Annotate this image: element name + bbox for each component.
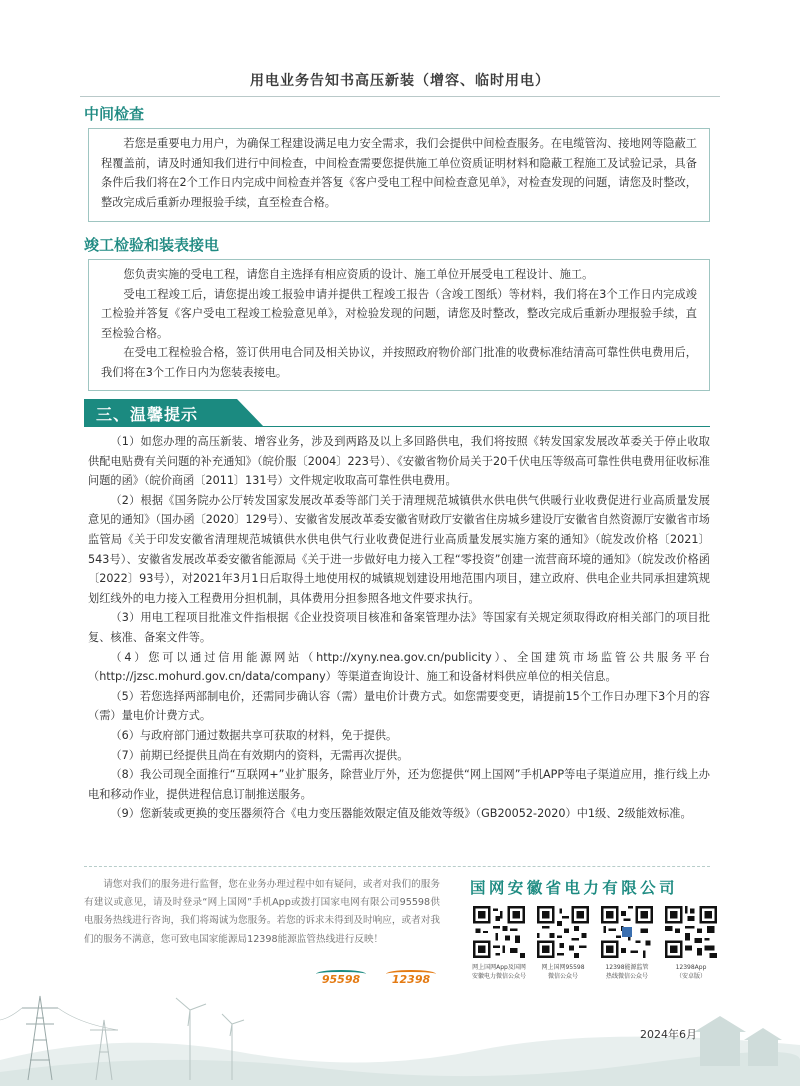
tip-item: （2）根据《国务院办公厅转发国家发展改革委等部门关于清理规范城镇供水供电供气供暖行业收费促进行业高质量发展意见的通知》（国办函〔2020〕129号）、安徽省发展改革委安徽省财政厅安徽省住房城乡建设厅安徽省自然资源厅安徽省市场监管局《关于印发安徽省清理规范城镇供水供电供气行业收费促进行业高质量发展实施方案的通知》（皖发改价格〔2021〕543号）、安徽省发展改革委安徽省能源局《关于进一步做好电力接入工程“零投资”创建一流营商环境的通知》（皖发改价格函〔2022〕93号），对2021年3月1日后取得土地使用权的城镇规划建设用地范围内项目，建立政府、供电企业共同承担建筑规划红线外的电力接入工程费用分担机制，具体费用分担参照各地文件要求执行。	[88, 493, 710, 605]
tip-item: （3）用电工程项目批准文件指根据《企业投资项目核准和备案管理办法》等国家有关规定须取得政府相关部门的项目批复、核准、备案文件等。	[88, 611, 710, 644]
supervision-text: 请您对我们的服务进行监督，您在业务办理过程中如有疑问，或者对我们的服务有建议或意见，请及时登录“网上国网”手机App或拨打国家电网有限公司95598供电服务热线进行咨询，我们将竭诚为您服务。若您的诉求未得到及时响应，或者对我们的服务不满意，您可致电国家能源局12398能源监管热线进行反映！	[84, 879, 440, 945]
qr-caption-line: 微信公众号	[547, 973, 578, 980]
qr-caption-3	[592, 963, 662, 981]
midcheck-box	[88, 128, 710, 222]
tip-item: （4）您可以通过信用能源网站（http://xyny.nea.gov.cn/publicity）、全国建筑市场监管公共服务平台（http://jzsc.mohurd.gov.cn/data/company）等渠道查询设计、施工和设备材料供应单位的相关信息。	[88, 650, 710, 684]
tips-banner	[84, 399, 264, 427]
qr-caption-1	[464, 963, 534, 981]
tip-item: （5）若您选择两部制电价，还需同步确认容（需）量电价计费方式。如您需要变更，请提前15个工作日办理下3个月的容（需）量电价计费方式。	[88, 689, 710, 723]
page-title: 用电业务告知书高压新装（增容、临时用电）	[250, 73, 550, 89]
completion-paragraph-1: 您负责实施的受电工程，请您自主选择有相应资质的设计、施工单位开展受电工程设计、施工。	[123, 268, 594, 281]
qr-code-icon	[537, 906, 589, 958]
hotline-12398-text: 12398	[391, 973, 431, 986]
issue-date: 2024年6月	[640, 1028, 697, 1041]
qr-caption-line: 12398App	[675, 964, 707, 971]
section-heading-midcheck: 中间检查	[84, 105, 145, 123]
qr-caption-4	[656, 963, 726, 981]
qr-code-icon	[473, 906, 525, 958]
qr-caption-line: 网上国网95598	[541, 964, 585, 971]
completion-paragraph-3: 在受电工程检验合格，签订供用电合同及相关协议，并按照政府物价部门批准的收费标准结清高可靠性供电费用后，我们将在3个工作日内为您装表接电。	[101, 346, 697, 379]
qr-code-icon	[601, 906, 653, 958]
completion-paragraph-2: 受电工程竣工后，请您提出竣工报验申请并提供工程竣工报告（含竣工图纸）等材料，我们将在3个工作日内完成竣工检验并答复《客户受电工程竣工检验意见单》，对检验发现的问题，请您及时整改，整改完成后重新办理报验手续，直至检验合格。	[101, 287, 697, 340]
tips-heading: 三、温馨提示	[96, 405, 199, 424]
qr-caption-line: （安卓版）	[675, 973, 706, 980]
qr-caption-line: 12398能源监管	[605, 964, 649, 971]
swoosh-icon	[316, 970, 366, 978]
tips-list	[88, 432, 710, 824]
building-icon	[694, 1016, 782, 1066]
supervision-note	[84, 876, 440, 949]
tip-item: （9）您新装或更换的变压器须符合《电力变压器能效限定值及能效等级》（GB20052-2020）中1级、2级能效标准。	[110, 807, 692, 821]
midcheck-paragraph: 若您是重要电力用户，为确保工程建设满足电力安全需求，我们会提供中间检查服务。在电缆管沟、接地网等隐蔽工程覆盖前，请及时通知我们进行中间检查，中间检查需要您提供施工单位资质证明材料和隐蔽工程施工及试验记录，具备条件后我们将在2个工作日内完成中间检查并答复《客户受电工程中间检查意见单》，对检查发现的问题，请您及时整改，整改完成后重新办理报验手续，直至检查合格。	[101, 137, 697, 209]
tip-item: （6）与政府部门通过数据共享可获取的材料，免于提供。	[110, 728, 398, 742]
section-heading-completion: 竣工检验和装表接电	[84, 236, 220, 254]
swoosh-icon	[386, 970, 436, 978]
qr-caption-2	[528, 963, 598, 981]
tip-item: （7）前期已经提供且尚在有效期内的资料，无需再次提供。	[110, 748, 409, 762]
footer-divider	[84, 866, 710, 867]
power-line	[0, 1008, 118, 1030]
qr-caption-line: 网上国网App及国网	[472, 964, 526, 971]
tips-banner-rule	[84, 426, 710, 427]
tip-item: （8）我公司现全面推行“互联网+”业扩服务，除营业厅外，还为您提供“网上国网”手机APP等电子渠道应用，推行线上办电和移动作业，提供进程信息订制推送服务。	[88, 768, 710, 801]
qr-code-icon	[665, 906, 717, 958]
company-name: 国网安徽省电力有限公司	[470, 879, 678, 897]
hotline-95598-text: 95598	[321, 973, 361, 986]
hotline-95598-logo	[312, 968, 370, 992]
completion-box	[88, 259, 710, 391]
title-divider	[80, 96, 720, 97]
qr-caption-line: 安徽电力微信公众号	[471, 973, 526, 980]
hotline-12398-logo	[382, 968, 440, 992]
qr-caption-line: 热线微信公众号	[605, 973, 648, 980]
tip-item: （1）如您办理的高压新装、增容业务，涉及到两路及以上多回路供电，我们将按照《转发国家发展改革委关于停止收取供配电贴费有关问题的补充通知》（皖价服〔2004〕223号）、《安徽省物价局关于20千伏电压等级高可靠性供电费用征收标准问题的函》（皖价商函〔2011〕131号）文件规定收取高可靠性供电费用。	[88, 435, 710, 488]
